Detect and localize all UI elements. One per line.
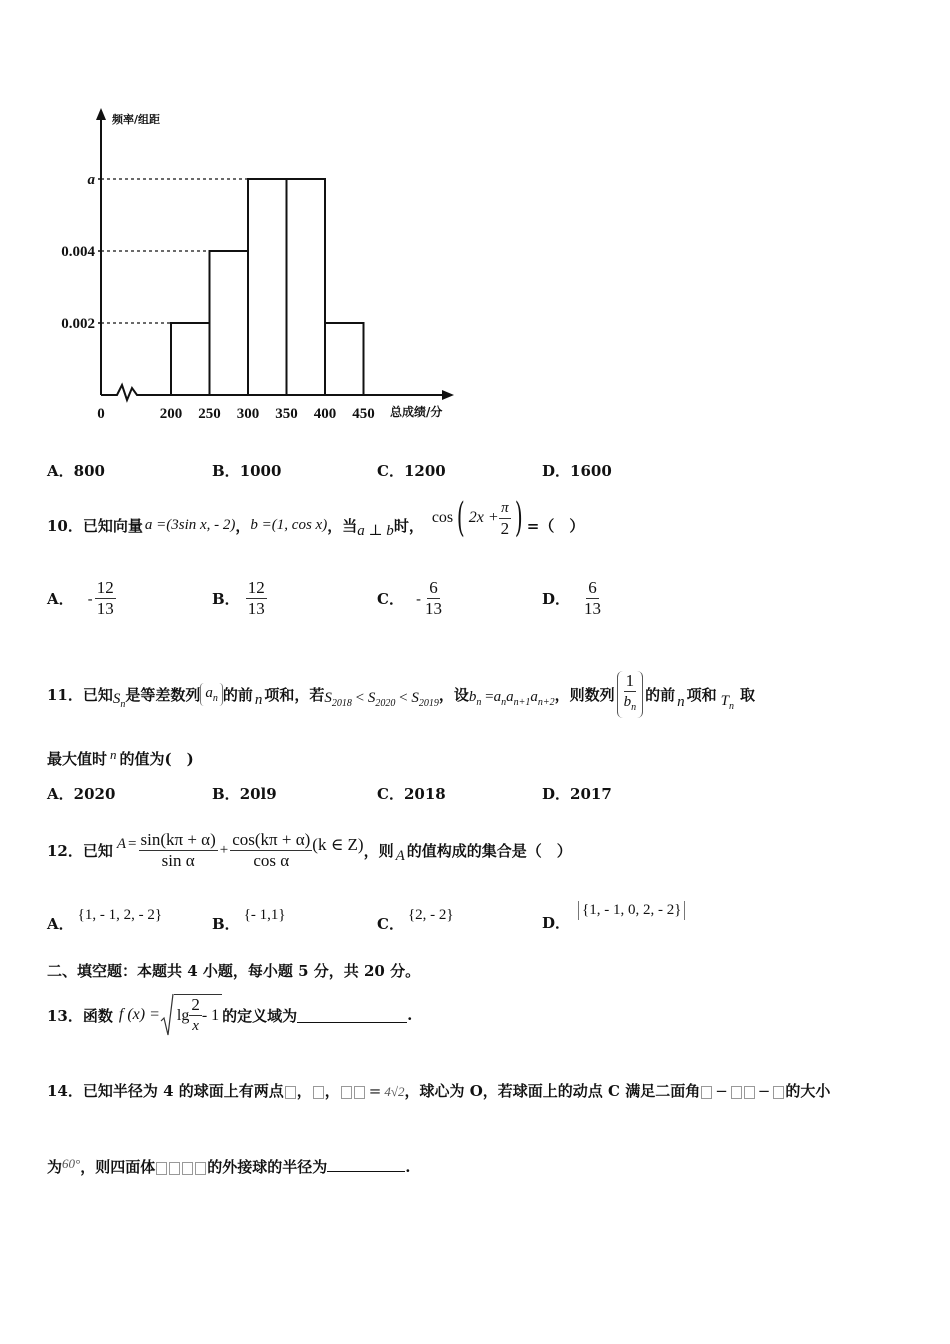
math-op: < [399, 689, 408, 706]
fraction-denominator: 13 [96, 599, 114, 618]
option-text: 2018 [403, 785, 446, 803]
question-11-line-2 [47, 748, 194, 769]
missing-glyph-icon [354, 1086, 365, 1099]
math-symbol: S [367, 689, 376, 706]
question-11 [47, 668, 755, 720]
q12-text: ，则 [363, 841, 394, 860]
q13-text: 的定义域为 [222, 1006, 298, 1025]
option-text: {- 1,1} [243, 907, 286, 923]
option-letter: D． [542, 785, 571, 803]
q12-A: A [116, 835, 127, 852]
question-14 [47, 1080, 830, 1101]
option-letter: A． [47, 785, 74, 803]
q11-stem: 11．已知 [47, 685, 113, 704]
q14-dash: − [715, 1082, 728, 1100]
option-fraction [582, 578, 603, 619]
fraction-denominator: x [192, 1018, 199, 1034]
option-text: {1, - 1, 0, 2, - 2} [578, 901, 685, 920]
q10-cos-expr [431, 495, 585, 541]
fraction-denominator: 13 [247, 599, 265, 618]
fraction-numerator: 12 [96, 578, 114, 597]
fraction-numerator: π [499, 498, 511, 519]
missing-glyph-icon [285, 1086, 296, 1099]
option-text: 1000 [239, 462, 282, 480]
q14-text: ，球心为 O，若球面上的动点 C 满足二面角 [404, 1082, 701, 1100]
option-letter: B． [212, 915, 240, 933]
q11-text: 最大值时 [47, 750, 108, 768]
x-axis-label: 总成绩/分 [390, 405, 443, 419]
option-text: 1200 [403, 462, 446, 480]
sqrt-body [174, 994, 222, 1036]
math-op: < [355, 689, 365, 706]
option-letter: C． [377, 785, 404, 803]
subscript: 2018 [331, 697, 352, 709]
q13-period: . [407, 1006, 413, 1024]
fraction-denominator: 13 [584, 599, 602, 618]
math-symbol: S [324, 689, 332, 706]
fraction-denominator: sin α [161, 850, 195, 870]
math-symbol: a [530, 688, 538, 705]
missing-glyph-icon [156, 1162, 167, 1175]
section-2-heading: 二、填空题：本题共 4 小题，每小题 5 分，共 20 分。 [47, 962, 421, 980]
option-letter: D． [542, 914, 571, 932]
q11-n: n [254, 691, 263, 708]
q9-option-d[interactable] [542, 460, 612, 481]
subscript: n+2 [537, 696, 555, 708]
fraction-numerator: cos(kπ + α) [232, 829, 311, 849]
y-tick-label: a [87, 172, 95, 188]
q9-option-a[interactable] [47, 460, 105, 481]
q13-stem: 13．函数 [47, 1006, 113, 1025]
q12-option-b[interactable] [212, 905, 286, 933]
q11-text: 项和，若 [264, 685, 325, 704]
option-letter: A． [47, 590, 74, 608]
q14-stem: 14．已知半径为 4 的球面上有两点 [47, 1082, 284, 1100]
q14-comma: ， [296, 1082, 312, 1100]
option-letter: A． [47, 915, 74, 933]
x-tick-label: 300 [236, 406, 260, 422]
histogram-bar [287, 179, 326, 395]
q11-fraction [622, 671, 639, 718]
question-13 [47, 990, 412, 1040]
q11-option-a[interactable] [47, 783, 115, 804]
q10-stem: 10．已知向量 [47, 516, 143, 535]
q10-vector-b: b =(1, cos x) [250, 516, 328, 533]
q14-comma: ， [324, 1082, 340, 1100]
q12-A: A [395, 847, 405, 864]
y-axis-label: 频率/组距 [112, 113, 161, 126]
option-sign: - [415, 589, 422, 608]
q10-comma: ， [235, 516, 251, 535]
y-tick-label: 0.004 [61, 244, 95, 260]
option-sign: - [87, 589, 93, 608]
missing-glyph-icon [341, 1086, 352, 1099]
q12-stem: 12．已知 [47, 841, 113, 860]
missing-glyph-icon [195, 1162, 206, 1175]
x-axis-break [101, 385, 155, 400]
subscript: n [631, 701, 637, 713]
option-letter: D． [542, 590, 571, 608]
fraction-denominator [622, 692, 639, 718]
q11-option-d[interactable] [542, 783, 612, 804]
q10-perp: a ⊥ b [357, 522, 394, 539]
fraction-numerator: 12 [247, 578, 265, 597]
y-tick-label: 0.002 [61, 316, 95, 332]
q14-text: 的大小 [785, 1082, 831, 1100]
q14-answer-blank[interactable] [327, 1157, 405, 1172]
right-paren: ) [515, 495, 523, 541]
fraction-numerator: 6 [429, 578, 438, 597]
q14-dash: − [757, 1082, 771, 1100]
missing-glyph-icon [701, 1086, 712, 1099]
q11-text: 是等差数列 [125, 685, 201, 704]
q12-option-c[interactable] [377, 905, 454, 933]
option-text: 2017 [570, 785, 612, 803]
option-letter: B． [212, 462, 240, 480]
q11-Sn [113, 691, 126, 710]
option-letter: B． [212, 590, 240, 608]
q14-text: ，则四面体 [80, 1158, 156, 1176]
q14-angle: 60° [62, 1156, 81, 1171]
missing-glyph-icon [313, 1086, 324, 1099]
math-symbol: a [205, 684, 213, 701]
q14-period: . [405, 1158, 411, 1176]
fraction-denominator: 2 [500, 518, 510, 538]
x-tick-label: 250 [198, 406, 221, 422]
option-fraction [95, 578, 116, 619]
q11-n: n [110, 747, 117, 762]
sqrt-sign [160, 993, 174, 1037]
option-text: 800 [73, 462, 105, 480]
subscript: 2020 [375, 697, 396, 709]
option-text: {1, - 1, 2, - 2} [77, 907, 163, 923]
q12-fraction-1 [139, 830, 218, 871]
q11-text: ，设 [438, 685, 469, 704]
x-tick-label: 400 [313, 406, 337, 422]
missing-glyph-icon [182, 1162, 193, 1175]
q11-Tn [721, 693, 734, 712]
q10-vector-a: a =(3sin x, - 2) [144, 516, 236, 533]
q10-option-b[interactable] [212, 578, 267, 619]
missing-glyph-icon [169, 1162, 180, 1175]
histogram-bar [171, 323, 210, 395]
question-14-line-2 [47, 1156, 410, 1177]
math-symbol: S [411, 689, 419, 706]
q14-distance: 4√2 [384, 1084, 405, 1099]
q11-inequality [324, 690, 438, 709]
q10-time: 时， [393, 516, 424, 535]
q12-plus: + [219, 841, 229, 858]
math-symbol: b [468, 688, 477, 705]
q11-option-b[interactable] [212, 783, 277, 804]
missing-glyph-icon [731, 1086, 742, 1099]
x-tick-label: 0 [97, 406, 105, 422]
q12-option-a[interactable] [47, 905, 163, 933]
q14-text: 为 [47, 1158, 63, 1176]
q11-text: 项和 [686, 685, 717, 704]
fraction-denominator: cos α [253, 850, 290, 870]
q13-lg: lg [176, 1006, 190, 1024]
q11-text: 取 [739, 685, 755, 704]
q12-eq: = [128, 835, 137, 852]
q14-eq: = [368, 1082, 382, 1100]
x-tick-label: 450 [352, 406, 375, 422]
x-tick-label: 350 [275, 406, 298, 422]
option-text: 1600 [570, 462, 612, 480]
math-symbol: a [506, 688, 514, 705]
question-10 [47, 495, 585, 545]
q11-option-c[interactable] [377, 783, 446, 804]
q11-text: ，则数列 [554, 685, 615, 704]
fraction-denominator: 13 [425, 599, 443, 618]
left-paren: ( [457, 495, 465, 541]
subscript: n [501, 696, 507, 708]
q10-option-d[interactable] [542, 578, 603, 619]
q11-n: n [677, 693, 685, 710]
option-letter: C． [377, 590, 404, 608]
q12-text: 的值构成的集合是（ ） [406, 841, 572, 860]
histogram-bar [210, 251, 249, 395]
fraction-numerator: 6 [588, 578, 597, 597]
question-12 [47, 820, 572, 880]
option-text: 20l9 [239, 785, 277, 803]
option-text: {2, - 2} [407, 907, 454, 923]
missing-glyph-icon [744, 1086, 755, 1099]
q12-fraction-2 [230, 830, 312, 871]
q10-when: ，当 [327, 516, 358, 535]
fraction-numerator: 1 [625, 670, 635, 690]
q12-option-d[interactable] [542, 900, 685, 932]
math-symbol: T [720, 692, 729, 709]
q13-function: f (x) = [118, 1006, 160, 1023]
q13-minus-one: - 1 [201, 1006, 220, 1024]
y-axis-arrow [96, 108, 106, 120]
q11-text: 的值为( ) [119, 750, 194, 768]
subscript: n [728, 700, 734, 712]
subscript: n [476, 696, 482, 708]
q14-text: 的外接球的半径为 [207, 1158, 328, 1176]
q11-bn-def [469, 689, 555, 708]
fraction-numerator: sin(kπ + α) [140, 829, 216, 849]
subscript: n [120, 698, 126, 710]
option-text: 2020 [73, 785, 116, 803]
missing-glyph-icon [773, 1086, 784, 1099]
q10-pi-over-2 [499, 498, 512, 539]
q9-option-b[interactable] [212, 460, 281, 481]
fraction-numerator: 2 [191, 995, 200, 1014]
math-symbol: b [623, 693, 632, 710]
q10-option-a[interactable] [47, 578, 116, 619]
q11-sequence-1-over-bn [617, 671, 644, 718]
x-axis-arrow [442, 390, 454, 400]
q10-cos: cos [431, 509, 454, 526]
math-op: = [485, 688, 494, 705]
option-letter: C． [377, 915, 404, 933]
subscript: 2019 [418, 697, 439, 709]
math-symbol: S [112, 690, 121, 707]
math-symbol: a [493, 688, 502, 705]
q10-answer-blank: =（ ） [526, 516, 585, 535]
histogram-chart [40, 100, 480, 430]
subscript: n+1 [513, 696, 531, 708]
q12-condition: (k ∈ Z) [312, 835, 364, 854]
x-tick-label: 200 [159, 406, 183, 422]
histogram-bar [248, 179, 287, 395]
q13-sqrt [160, 993, 222, 1037]
option-letter: D． [542, 462, 571, 480]
option-letter: C． [377, 462, 404, 480]
q11-text: 的前 [645, 685, 676, 704]
option-fraction [246, 578, 267, 619]
q13-fraction [189, 995, 202, 1036]
q9-option-c[interactable] [377, 460, 446, 481]
q10-cos-arg: 2x + [468, 509, 499, 526]
q11-sequence-an [200, 683, 223, 706]
option-fraction [423, 578, 444, 619]
option-letter: B． [212, 785, 240, 803]
q11-text: 的前 [222, 685, 253, 704]
q10-option-c[interactable] [377, 578, 444, 619]
option-letter: A． [47, 462, 74, 480]
subscript: n [212, 692, 218, 704]
histogram-bar [325, 323, 364, 395]
q13-answer-blank[interactable] [297, 1008, 407, 1023]
